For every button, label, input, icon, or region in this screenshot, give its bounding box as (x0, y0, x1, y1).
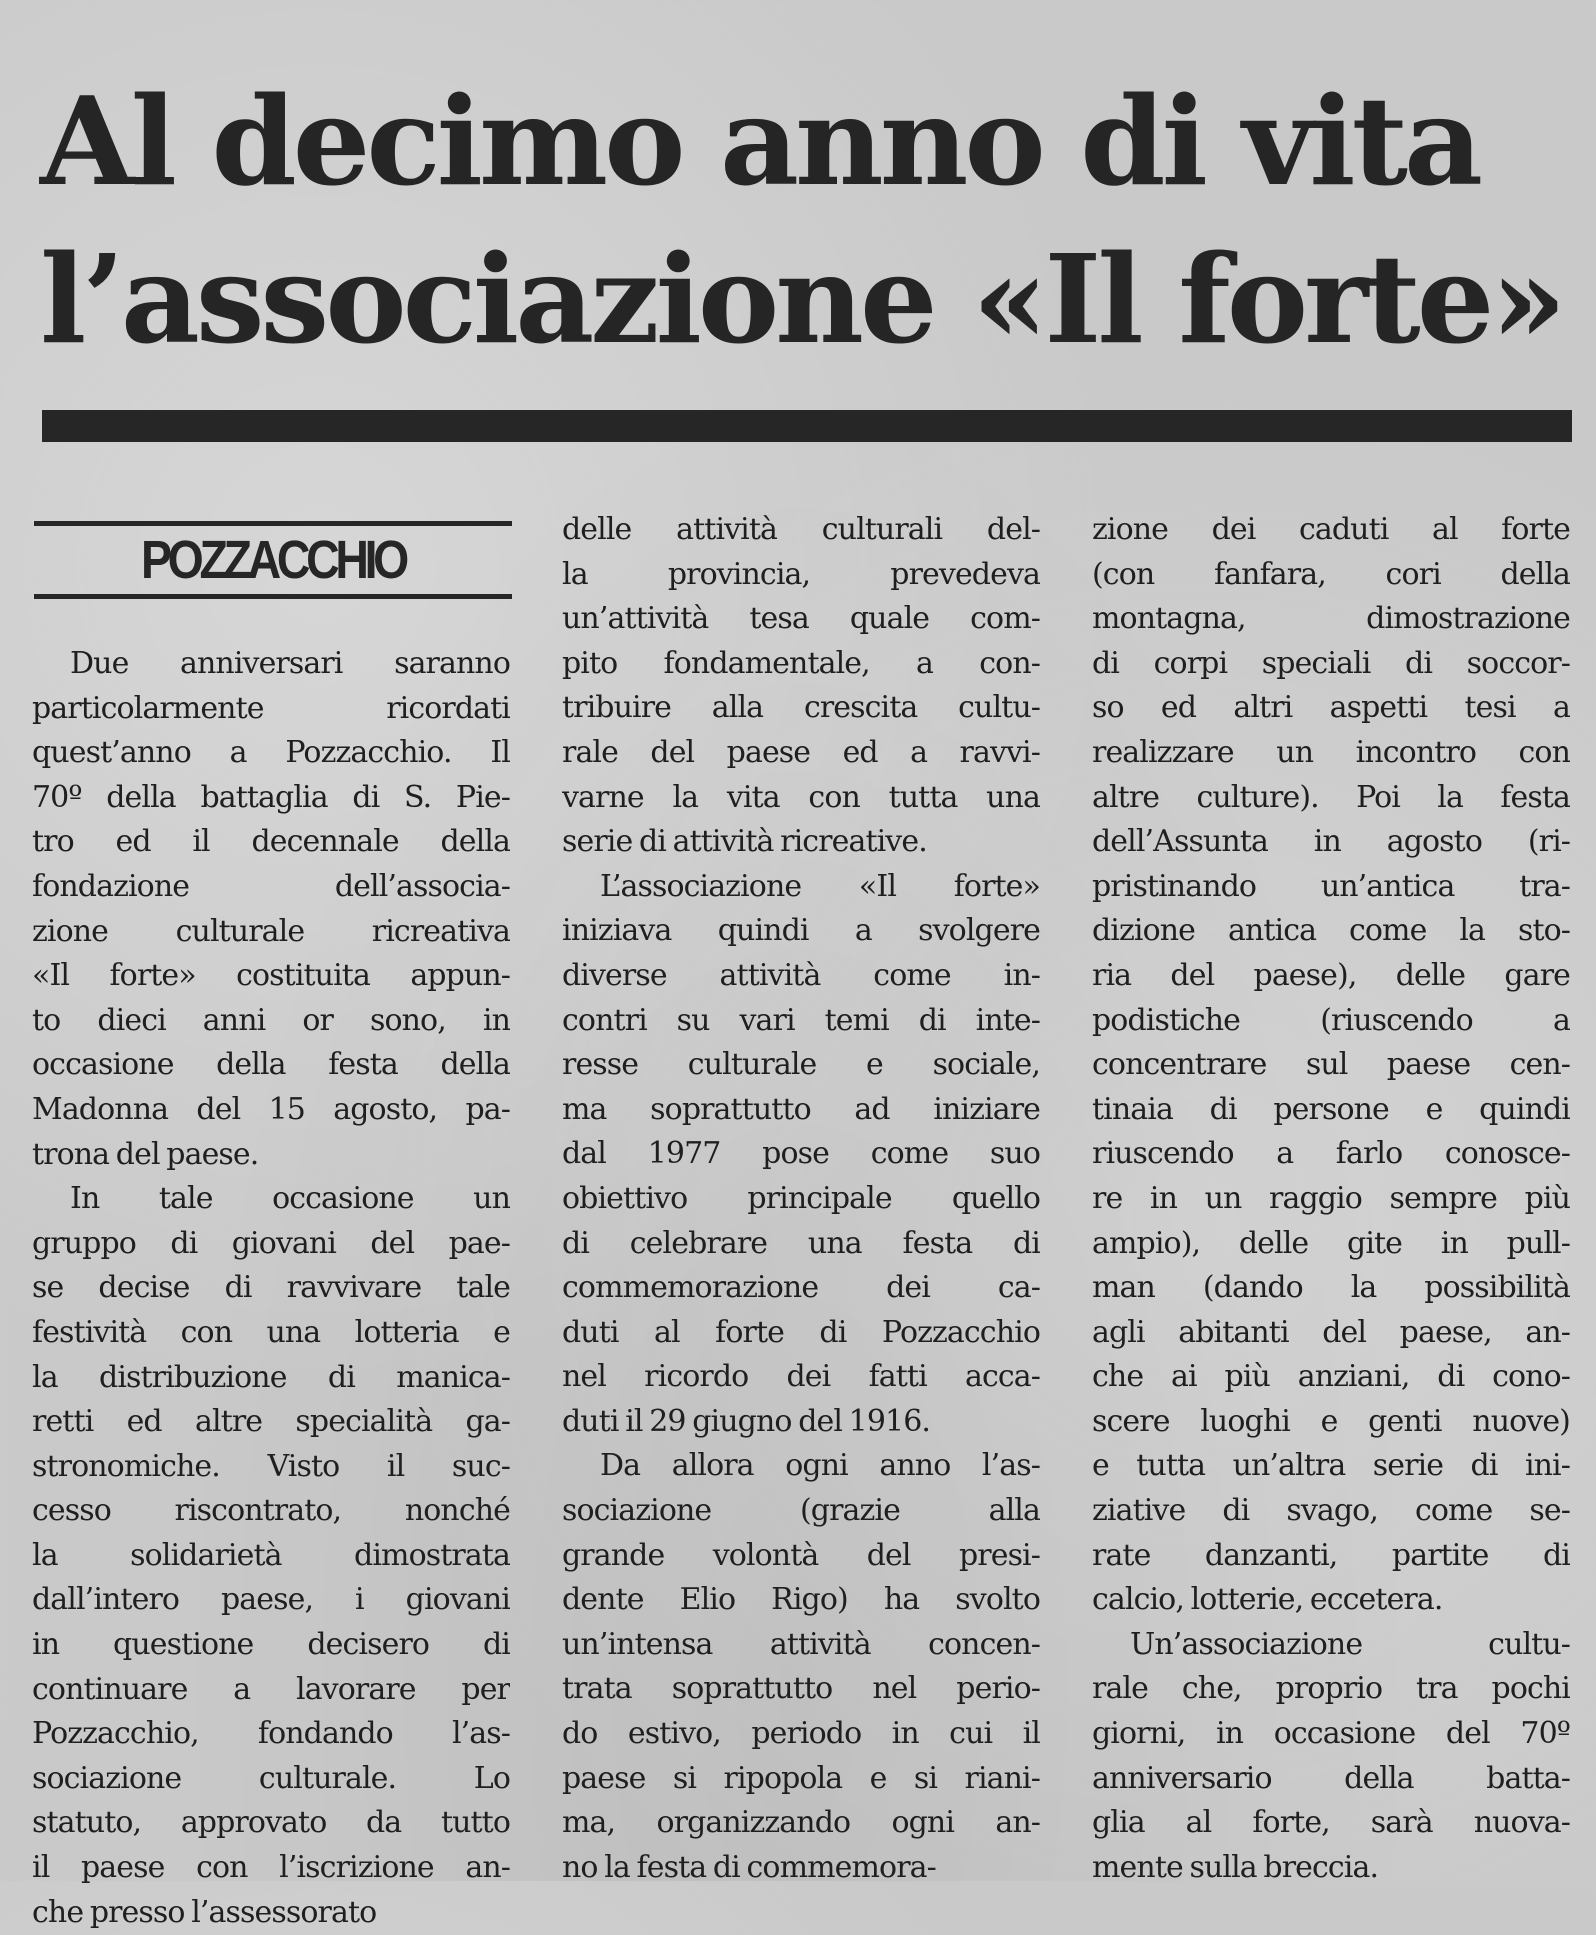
text-line: tribuire alla crescita cultu- (562, 690, 1040, 726)
text-line: che ai più anziani, di cono- (1092, 1359, 1570, 1395)
text-line: in questione decisero di (32, 1627, 510, 1663)
text-line: anniversario della batta- (1092, 1760, 1570, 1796)
text-line: contri su vari temi di inte- (562, 1002, 1040, 1038)
text-line: no la festa di commemora- (562, 1849, 936, 1885)
text-line: particolarmente ricordati (32, 690, 510, 726)
text-line: ampio), delle gite in pull- (1092, 1225, 1570, 1261)
headline-line-2: l’associazione «Il forte» (40, 227, 1563, 371)
kicker-location: POZZACCHIO (140, 530, 406, 590)
text-line: duti al forte di Pozzacchio (562, 1314, 1040, 1350)
text-line: gruppo di giovani del pae- (32, 1225, 510, 1261)
text-line: Pozzacchio, fondando l’as- (32, 1716, 510, 1752)
text-line: il paese con l’iscrizione an- (32, 1850, 510, 1886)
text-line: continuare a lavorare per (32, 1671, 510, 1707)
text-line: calcio, lotterie, eccetera. (1092, 1582, 1443, 1618)
text-line: Da allora ogni anno l’as- (600, 1448, 1040, 1484)
text-line: delle attività culturali del- (562, 512, 1040, 547)
text-line: grande volontà del presi- (562, 1537, 1040, 1573)
text-line: la distribuzione di manica- (32, 1359, 510, 1395)
text-line: di corpi speciali di soccor- (1092, 645, 1570, 681)
text-line: realizzare un incontro con (1092, 734, 1570, 770)
text-line: concentrare sul paese cen- (1092, 1047, 1570, 1083)
text-line: riuscendo a farlo conosce- (1092, 1136, 1570, 1172)
text-line: In tale occasione un (70, 1181, 510, 1217)
text-line: e tutta un’altra serie di ini- (1092, 1448, 1570, 1484)
text-line: rate danzanti, partite di (1092, 1537, 1570, 1573)
text-line: dal 1977 pose come suo (562, 1136, 1040, 1172)
text-line: tinaia di persone e quindi (1092, 1091, 1570, 1127)
text-line: trona del paese. (32, 1136, 259, 1172)
text-line: rale che, proprio tra pochi (1092, 1671, 1570, 1707)
text-line: un’attività tesa quale com- (562, 601, 1040, 637)
text-line: ziative di svago, come se- (1092, 1493, 1570, 1529)
text-line: sociazione (grazie alla (562, 1493, 1040, 1529)
text-line: quest’anno a Pozzacchio. Il (32, 735, 510, 771)
text-line: che presso l’assessorato (32, 1894, 377, 1930)
text-line: pristinando un’antica tra- (1092, 868, 1570, 904)
text-line: dente Elio Rigo) ha svolto (562, 1582, 1040, 1618)
text-line: podistiche (riuscendo a (1092, 1002, 1570, 1038)
text-line: to dieci anni or sono, in (32, 1002, 510, 1038)
text-line: diverse attività come in- (562, 957, 1040, 993)
text-line: altre culture). Poi la festa (1092, 779, 1570, 815)
text-line: agli abitanti del paese, an- (1092, 1314, 1570, 1350)
text-line: festività con una lotteria e (32, 1314, 510, 1350)
text-line: commemorazione dei ca- (562, 1270, 1040, 1306)
text-line: Madonna del 15 agosto, pa- (32, 1091, 510, 1127)
text-line: statuto, approvato da tutto (32, 1805, 510, 1841)
text-line: dall’intero paese, i giovani (32, 1582, 510, 1618)
text-line: Un’associazione cultu- (1130, 1626, 1570, 1662)
text-line: obiettivo principale quello (562, 1180, 1040, 1216)
text-line: montagna, dimostrazione (1092, 601, 1570, 637)
text-line: Due anniversari saranno (70, 646, 510, 681)
text-line: di celebrare una festa di (562, 1225, 1040, 1261)
headline-divider-bar (42, 410, 1572, 442)
text-line: pito fondamentale, a con- (562, 645, 1040, 681)
text-line: duti il 29 giugno del 1916. (562, 1403, 931, 1439)
text-line: iniziava quindi a svolgere (562, 913, 1040, 949)
text-line: occasione della festa della (32, 1047, 510, 1083)
text-line: so ed altri aspetti tesi a (1092, 690, 1570, 726)
text-line: se decise di ravvivare tale (32, 1270, 510, 1306)
text-line: mente sulla breccia. (1092, 1849, 1379, 1885)
text-line: paese si ripopola e si riani- (562, 1760, 1040, 1796)
text-line: resse culturale e sociale, (562, 1047, 1040, 1083)
text-line: dizione antica come la sto- (1092, 913, 1570, 949)
text-line: serie di attività ricreative. (562, 824, 927, 860)
text-line: man (dando la possibilità (1092, 1270, 1570, 1306)
text-line: cesso riscontrato, nonché (32, 1493, 510, 1529)
kicker-top-rule (34, 521, 512, 526)
text-line: fondazione dell’associa- (32, 868, 510, 904)
text-line: stronomiche. Visto il suc- (32, 1448, 510, 1484)
text-line: trata soprattutto nel perio- (562, 1671, 1040, 1707)
text-line: ma soprattutto ad iniziare (562, 1091, 1040, 1127)
text-line: zione culturale ricreativa (32, 913, 510, 949)
text-line: giorni, in occasione del 70º (1092, 1716, 1570, 1752)
article-column-1 (32, 642, 510, 1935)
text-line: re in un raggio sempre più (1092, 1180, 1570, 1216)
text-line: tro ed il decennale della (32, 824, 510, 860)
headline-line-1: Al decimo anno di vita (40, 69, 1480, 213)
kicker-bottom-rule (34, 594, 512, 599)
text-line: un’intensa attività concen- (562, 1626, 1040, 1662)
text-line: rale del paese ed a ravvi- (562, 734, 1040, 770)
text-line: ma, organizzando ogni an- (562, 1805, 1040, 1841)
article-column-3 (1092, 508, 1570, 1890)
text-line: dell’Assunta in agosto (ri- (1092, 824, 1570, 860)
text-line: zione dei caduti al forte (1092, 512, 1570, 547)
text-line: ria del paese), delle gare (1092, 957, 1570, 993)
text-line: varne la vita con tutta una (562, 779, 1040, 815)
text-line: 70º della battaglia di S. Pie- (32, 779, 510, 815)
text-line: la solidarietà dimostrata (32, 1537, 510, 1573)
text-line: do estivo, periodo in cui il (562, 1716, 1040, 1752)
text-line: scere luoghi e genti nuove) (1092, 1403, 1570, 1439)
text-line: sociazione culturale. Lo (32, 1760, 510, 1796)
text-line: retti ed altre specialità ga- (32, 1404, 510, 1440)
text-line: glia al forte, sarà nuova- (1092, 1805, 1570, 1841)
text-line: la provincia, prevedeva (562, 556, 1040, 592)
text-line: nel ricordo dei fatti acca- (562, 1359, 1040, 1395)
text-line: (con fanfara, cori della (1092, 556, 1570, 592)
article-column-2 (562, 508, 1040, 1890)
text-line: «Il forte» costituita appun- (32, 958, 510, 994)
text-line: L’associazione «Il forte» (600, 868, 1040, 904)
